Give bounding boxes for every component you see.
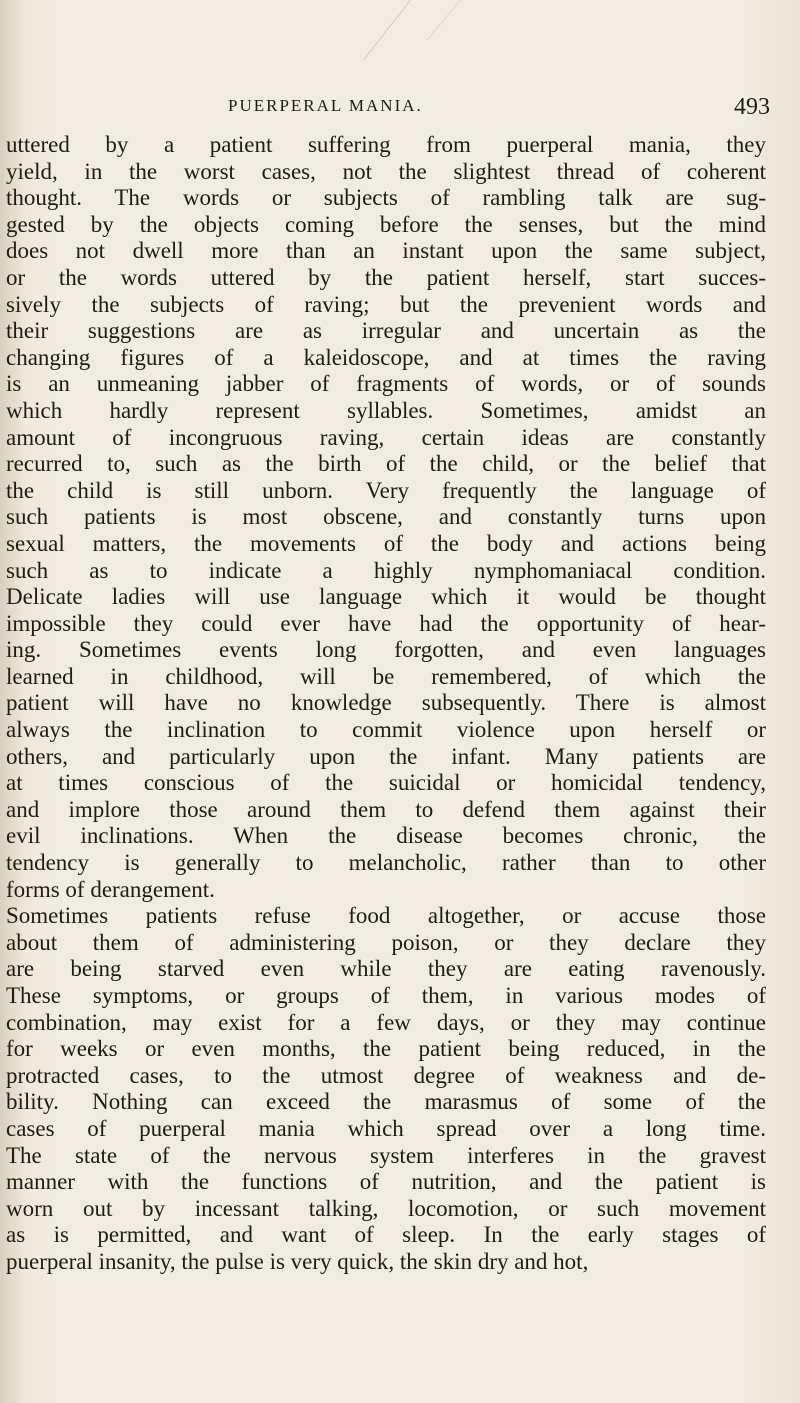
text-line: worn out by incessant talking, locomotion, or such movement <box>6 1195 766 1221</box>
text-line: puerperal insanity, the pulse is very quick, the skin dry and hot, <box>6 1248 589 1274</box>
text-line: about them of administering poison, or they declare they <box>6 929 766 955</box>
text-line: amount of incongruous raving, certain ideas are constantly <box>6 424 766 450</box>
text-line: manner with the functions of nutrition, and the patient is <box>6 1169 766 1195</box>
text-line: as is permitted, and want of sleep. In the early stages of <box>6 1222 766 1248</box>
text-line: changing figures of a kaleidoscope, and at times the raving <box>6 344 766 370</box>
text-line: recurred to, such as the birth of the child, or the belief that <box>6 451 766 477</box>
text-line: for weeks or even months, the patient being reduced, in the <box>6 1036 766 1062</box>
text-line: forms of derangement. <box>6 876 215 902</box>
text-line: uttered by a patient suffering from puerperal mania, they <box>6 132 766 157</box>
text-line: patient will have no knowledge subsequently. There is almost <box>6 690 766 716</box>
text-line: ing. Sometimes events long forgotten, and even languages <box>6 637 766 663</box>
text-line: These symptoms, or groups of them, in various modes of <box>6 983 766 1008</box>
text-line: or the words uttered by the patient herself, start succes- <box>6 264 766 290</box>
running-head: PUERPERAL MANIA. <box>228 96 423 115</box>
text-line: the child is still unborn. Very frequently the language of <box>6 477 766 503</box>
text-line: impossible they could ever have had the opportunity of hear- <box>6 610 766 636</box>
text-line: gested by the objects coming before the senses, but the mind <box>6 211 766 237</box>
text-line: their suggestions are as irregular and uncertain as the <box>6 318 766 344</box>
body-text <box>6 132 766 1276</box>
text-line: Delicate ladies will use language which it would be thought <box>6 584 766 610</box>
text-line: thought. The words or subjects of rambling talk are sug- <box>6 185 766 211</box>
text-line: are being starved even while they are eating ravenously. <box>6 956 766 982</box>
text-line: such patients is most obscene, and constantly turns upon <box>6 504 766 530</box>
text-line: always the inclination to commit violence upon herself or <box>6 717 766 743</box>
text-line: at times conscious of the suicidal or homicidal tendency, <box>6 770 766 796</box>
text-line: and implore those around them to defend them against their <box>6 796 766 822</box>
text-line: sexual matters, the movements of the body and actions being <box>6 530 766 556</box>
text-line: such as to indicate a highly nymphomaniacal condition. <box>6 557 766 583</box>
text-line: bility. Nothing can exceed the marasmus of some of the <box>6 1089 766 1115</box>
text-line: protracted cases, to the utmost degree of weakness and de- <box>6 1062 766 1088</box>
text-line: cases of puerperal mania which spread over a long time. <box>6 1115 766 1141</box>
text-line: The state of the nervous system interferes in the gravest <box>6 1142 766 1168</box>
text-line: tendency is generally to melancholic, rather than to other <box>6 850 766 876</box>
text-line: is an unmeaning jabber of fragments of words, or of sounds <box>6 371 766 397</box>
text-line: Sometimes patients refuse food altogether, or accuse those <box>6 903 766 929</box>
text-line: sively the subjects of raving; but the prevenient words and <box>6 291 766 317</box>
text-line: evil inclinations. When the disease becomes chronic, the <box>6 823 766 849</box>
text-line: which hardly represent syllables. Sometimes, amidst an <box>6 397 766 423</box>
text-line: yield, in the worst cases, not the slightest thread of coherent <box>6 158 766 184</box>
text-line: others, and particularly upon the infant. Many patients are <box>6 743 766 769</box>
page-header <box>0 96 800 126</box>
text-line: does not dwell more than an instant upon the same subject, <box>6 238 766 264</box>
text-line: learned in childhood, will be remembered, of which the <box>6 663 766 689</box>
text-line: combination, may exist for a few days, or they may continue <box>6 1009 766 1035</box>
page-number: 493 <box>734 94 770 120</box>
